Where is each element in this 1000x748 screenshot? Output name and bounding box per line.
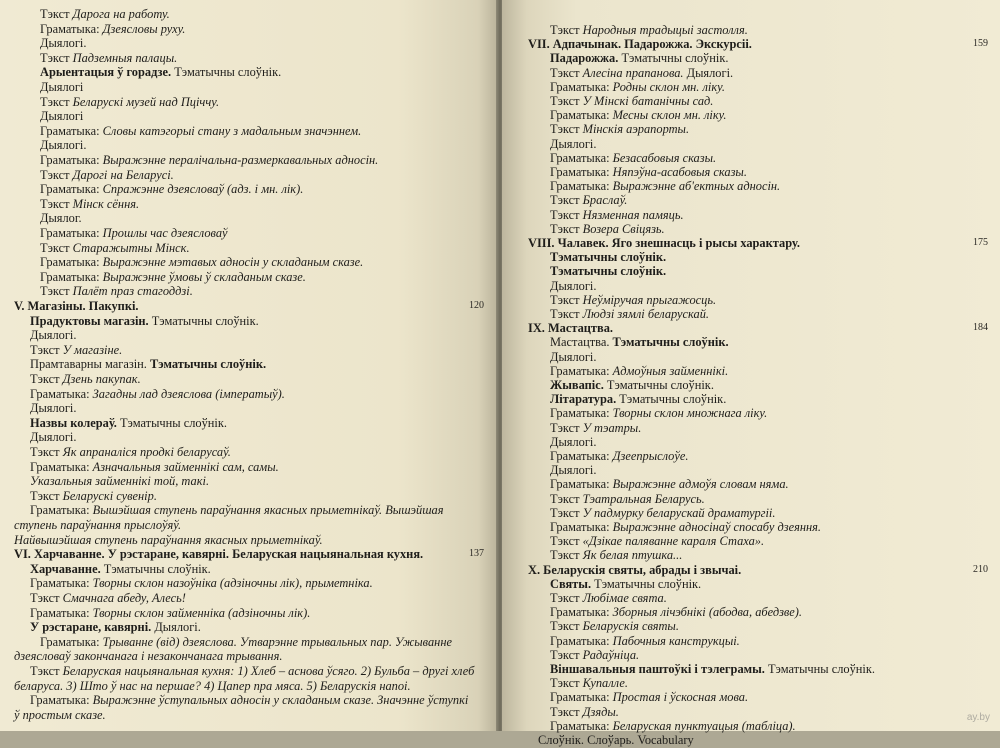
entry-text: Граматыка: <box>550 718 613 733</box>
toc-entry <box>40 196 139 212</box>
entry-text: Дыялогі. <box>30 430 77 445</box>
entry-text: Тэматычны слоўнік. <box>764 662 875 676</box>
entry-text: Любімае свята. <box>582 591 667 605</box>
entry-text: Тэматычны слоўнік. <box>616 392 727 407</box>
section-heading <box>14 298 139 314</box>
entry-text: Назвы колераў. <box>30 415 117 430</box>
entry-text: Дыялогі. <box>40 36 87 51</box>
entry-text: Тэкст <box>30 488 63 503</box>
entry-text: Тэкст <box>40 284 73 299</box>
entry-text: Граматыка: <box>550 605 613 620</box>
toc-entry <box>40 108 83 124</box>
entry-text: Тэкст <box>30 342 63 357</box>
entry-text: Мастацтва. <box>550 335 613 350</box>
entry-text: Дыялогі. <box>550 463 597 478</box>
entry-text: Граматыка: <box>550 520 613 534</box>
entry-text: Беларускія святы. <box>582 619 679 634</box>
entry-text: Загадны лад дзеяслова (імператыў). <box>92 386 285 401</box>
entry-text: Дзяды. <box>582 704 619 719</box>
entry-text: Тэматычны слоўнік. <box>550 250 667 265</box>
right-page <box>502 0 1000 747</box>
entry-text: Як белая птушка... <box>582 548 683 563</box>
entry-text: Няпэўна-асабовыя сказы. <box>612 165 747 179</box>
toc-entry <box>30 327 76 343</box>
entry-text: Словы катэгорыі стану з мадальным значэннем. <box>102 123 362 138</box>
entry-text: Возера Свіцязь. <box>582 221 665 236</box>
entry-text: Тэкст <box>550 534 583 549</box>
entry-text: Тэматычны слоўнік. <box>603 378 714 392</box>
entry-text: Тэкст <box>550 420 583 435</box>
entry-text: Граматыка: <box>30 576 93 591</box>
toc-entry <box>40 634 452 650</box>
page-number: 175 <box>973 237 988 248</box>
entry-text: Прошлы час дзеясловаў <box>102 226 228 240</box>
entry-text: Людзі зямлі беларускай. <box>582 307 710 321</box>
toc-entry <box>40 6 170 22</box>
entry-text: Творны склон множнага ліку. <box>612 406 768 421</box>
toc-entry <box>40 167 174 183</box>
entry-text: Граматыка: <box>550 150 613 165</box>
entry-text: Мінск сёння. <box>72 196 140 211</box>
entry-text: Граматыка: <box>30 386 93 401</box>
toc-entry <box>30 561 211 577</box>
entry-text: Дыялогі. <box>550 349 597 364</box>
toc-entry <box>30 488 157 504</box>
toc-entry <box>30 502 444 518</box>
entry-text: Тэатральная Беларусь. <box>582 491 705 506</box>
left-page <box>0 0 498 731</box>
entry-text: У Мінскі батанічны сад. <box>582 94 714 108</box>
entry-text: Радаўніца. <box>582 647 640 662</box>
entry-text: Тэкст <box>550 548 583 563</box>
entry-text: У рэстаране, кавярні. <box>30 620 152 635</box>
entry-text: Простая і ўскосная мова. <box>612 690 749 705</box>
entry-text: Граматыка: <box>550 179 613 194</box>
toc-entry <box>30 575 373 591</box>
entry-text: Творны склон займенніка (адзіночны лік). <box>92 605 311 620</box>
entry-text: Тэкст <box>30 372 63 386</box>
entry-text: Граматыка: <box>30 503 93 518</box>
entry-text: Народныя традыцыі застолля. <box>582 23 748 37</box>
entry-text: Тэкст <box>40 94 73 109</box>
toc-entry <box>40 152 378 168</box>
entry-text: Арыентацыя ў горадзе. <box>40 65 172 80</box>
right-toc <box>502 0 1000 747</box>
toc-entry <box>30 356 266 372</box>
entry-text: Выражэнне адносінаў спосабу дзеяння. <box>612 520 821 534</box>
entry-text: Тэкст <box>550 207 583 222</box>
entry-text: Дыялогі. <box>550 136 597 151</box>
entry-text: Беларуская пунктуацыя (табліца). <box>612 718 796 733</box>
entry-text: Граматыка: <box>40 123 103 138</box>
entry-text: IX. Мастацтва. <box>528 321 613 336</box>
page-number: 159 <box>973 38 988 50</box>
entry-text: Тэматычны слоўнік. <box>148 313 259 328</box>
toc-entry <box>14 707 106 723</box>
entry-text: Дыялогі. <box>683 65 734 80</box>
toc-entry <box>40 50 177 66</box>
entry-text: Граматыка: <box>40 182 103 197</box>
entry-text: Прадуктовы магазін. <box>30 313 149 328</box>
toc-entry <box>40 269 306 285</box>
entry-text: Тэматычны слоўнік. <box>612 335 729 350</box>
entry-text: Падарожжа. <box>550 51 619 66</box>
page-number: 184 <box>973 322 988 334</box>
entry-text: X. Беларускія святы, абрады і звычаі. <box>528 562 742 577</box>
entry-text: Тэкст <box>30 445 63 459</box>
toc-entry <box>40 254 363 270</box>
entry-text: У магазіне. <box>62 342 123 357</box>
entry-text: Тэкст <box>550 619 583 634</box>
entry-text: Алесіна прапанова. <box>582 65 684 80</box>
entry-text: Браслаў. <box>582 193 628 208</box>
toc-entry <box>30 415 227 431</box>
entry-text: Тэкст <box>550 591 583 605</box>
entry-text: Тэкст <box>550 221 583 236</box>
toc-entry <box>30 400 76 416</box>
entry-text: Дыялогі <box>40 109 84 124</box>
entry-text: Тэкст <box>40 167 73 182</box>
entry-text: Дарога на работу. <box>72 7 170 21</box>
entry-text: Дыялогі. <box>151 620 201 635</box>
toc-entry <box>40 210 82 226</box>
entry-text: Старажытны Мінск. <box>72 240 190 255</box>
toc-entry <box>30 663 474 679</box>
toc-entry <box>30 619 201 635</box>
entry-text: Дарогі на Беларусі. <box>72 167 174 182</box>
entry-text: Тэкст <box>550 704 583 719</box>
toc-entry <box>14 532 323 548</box>
entry-text: Палёт праз стагоддзі. <box>72 284 193 299</box>
toc-entry <box>40 21 185 37</box>
entry-text: Тэкст <box>40 50 73 65</box>
entry-text: Тэкст <box>40 7 73 21</box>
entry-text: Беларускі музей над Пціччу. <box>72 94 220 109</box>
entry-text: Пабочныя канструкцыі. <box>612 633 740 648</box>
entry-text: Граматыка: <box>550 363 613 378</box>
entry-text: Граматыка: <box>550 165 613 179</box>
page-number: 137 <box>469 548 484 560</box>
entry-text: Выражэнне мэтавых адносін у складаным сказе. <box>102 255 364 270</box>
entry-text: Тэматычны слоўнік. <box>618 51 729 66</box>
entry-text: «Дзікае паляванне караля Стаха». <box>582 534 765 549</box>
entry-text: Тэматычны слоўнік. <box>116 415 227 430</box>
toc-entry <box>30 605 310 621</box>
page-number: 120 <box>469 300 484 311</box>
entry-text: Граматыка: <box>550 690 613 705</box>
entry-text: Тэкст <box>550 676 583 691</box>
toc-entry <box>40 181 303 197</box>
entry-text: У падмурку беларускай драматургіі. <box>582 505 776 520</box>
entry-text: Выражэнне адмоўя словам няма. <box>612 477 789 492</box>
entry-text: Граматыка: <box>550 79 613 94</box>
entry-text: Дыялогі <box>40 80 84 94</box>
entry-text: Выражэнне ўступальных адносін у складаным сказе. Значэнне ўступкі <box>92 693 469 708</box>
entry-text: Найвышэйшая ступень параўнання якасных прыметнікаў. <box>14 532 323 547</box>
entry-text: Неўміручая прыгажосць. <box>582 292 717 307</box>
entry-text: Тэкст <box>550 193 583 208</box>
entry-text: Выражэнне аб'ектных адносін. <box>612 179 781 194</box>
entry-text: Тэкст <box>30 664 63 678</box>
entry-text: Тэкст <box>40 240 73 255</box>
entry-text: Зборныя лічэбнікі (абодва, абедзве). <box>612 605 803 620</box>
entry-text: Беларуская нацыянальная кухня: 1) Хлеб – аснова ўсяго. 2) Бульба – другі хлеб <box>62 664 475 678</box>
toc-entry <box>40 79 83 95</box>
toc-entry <box>40 225 228 241</box>
entry-text: VI. Харчаванне. У рэстаране, кавярні. Беларуская нацыянальная кухня. <box>14 547 424 562</box>
toc-entry <box>30 692 468 708</box>
toc-entry <box>40 137 86 153</box>
toc-entry <box>14 648 282 664</box>
entry-text: Граматыка: <box>30 605 93 620</box>
entry-text: Тэкст <box>40 196 73 211</box>
left-toc <box>0 0 498 731</box>
entry-text: Дыялогі. <box>40 138 87 153</box>
entry-text: Адмоўныя займеннікі. <box>612 363 729 378</box>
toc-entry <box>538 732 694 748</box>
entry-text: ступень параўнання прыслоўяў. <box>14 518 182 532</box>
entry-text: У тэатры. <box>582 420 642 435</box>
entry-text: Граматыка: <box>40 269 103 284</box>
entry-text: Мінскія аэрапорты. <box>582 122 690 137</box>
toc-entry <box>30 444 231 460</box>
page-number: 210 <box>973 563 988 575</box>
entry-text: Вышэйшая ступень параўнання якасных прыметнікаў. Вышэйшая <box>92 503 444 518</box>
toc-entry <box>40 123 361 139</box>
toc-entry <box>40 35 86 51</box>
entry-text: Азначальныя займеннікі сам, самы. <box>92 459 279 474</box>
entry-text: Дыялогі. <box>550 434 597 449</box>
toc-entry <box>30 342 122 358</box>
entry-text: Дзень пакупак. <box>62 372 141 386</box>
entry-text: Выражэнне ўмовы ў складаным сказе. <box>102 269 306 284</box>
entry-text: Граматыка: <box>30 693 93 708</box>
entry-text: Дыялогі. <box>550 278 597 293</box>
entry-text: Тэкст <box>30 591 63 605</box>
entry-text: Граматыка: <box>40 21 103 36</box>
entry-text: Харчаванне. <box>30 561 101 576</box>
entry-text: Нязменная памяць. <box>582 207 684 222</box>
entry-text: Смачнага абеду, Алесь! <box>62 591 186 605</box>
entry-text: Творны склон назоўніка (адзіночны лік), прыметніка. <box>92 576 373 591</box>
toc-entry <box>30 371 141 387</box>
entry-text: Граматыка: <box>550 108 613 123</box>
entry-text: Тэкст <box>550 647 583 662</box>
entry-text: Месны склон мн. ліку. <box>612 108 727 123</box>
entry-text: Дыялог. <box>40 211 82 226</box>
entry-text: Безасабовыя сказы. <box>612 150 717 165</box>
toc-entry <box>14 517 181 533</box>
entry-text: Тэматычны слоўнік. <box>591 576 702 591</box>
entry-text: Граматыка: <box>40 255 103 270</box>
entry-text: ў простым сказе. <box>14 707 106 722</box>
entry-text: VIII. Чалавек. Яго знешнасць і рысы характару. <box>528 236 800 250</box>
toc-entry <box>30 313 259 329</box>
entry-text: Купалле. <box>582 676 628 691</box>
entry-text: Тэкст <box>550 505 583 520</box>
entry-text: Слоўнік. Слоўарь. Vocabulary <box>538 733 694 747</box>
entry-text: Граматыка: <box>550 633 613 648</box>
entry-text: Граматыка: <box>550 406 613 421</box>
watermark: ay.by <box>966 712 990 723</box>
entry-text: Тэкст <box>550 292 583 307</box>
entry-text: Граматыка: <box>40 634 103 649</box>
entry-text: Тэкст <box>550 94 583 108</box>
entry-text: Трыванне (від) дзеяслова. Утварэнне трывальных пар. Ужыванне <box>102 634 452 649</box>
section-heading <box>14 546 423 562</box>
entry-text: V. Магазіны. Пакупкі. <box>14 299 139 313</box>
toc-entry <box>30 590 186 606</box>
entry-text: Тэкст <box>550 23 583 37</box>
entry-text: Граматыка: <box>550 449 613 463</box>
toc-entry <box>30 429 76 445</box>
entry-text: Тэматычны слоўнік. <box>550 264 667 279</box>
entry-text: Як апраналіся продкі беларусаў. <box>62 445 231 459</box>
entry-text: Граматыка: <box>40 153 103 167</box>
entry-text: Дыялогі. <box>30 328 77 343</box>
entry-text: Дзеясловы руху. <box>102 21 186 36</box>
entry-text: Тэкст <box>550 65 583 80</box>
toc-entry <box>30 473 209 489</box>
toc-entry <box>40 240 190 256</box>
entry-text: Дзеепрыслоўе. <box>612 449 689 463</box>
toc-entry <box>40 283 193 299</box>
entry-text: Указальныя займеннікі той, такі. <box>30 474 210 489</box>
entry-text: Святы. <box>550 576 592 591</box>
entry-text: беларуса. 3) Што ў нас на першае? 4) Цапер пра мяса. 5) Беларускія напоі. <box>14 678 411 693</box>
entry-text: Тэкст <box>550 307 583 321</box>
entry-text: Родны склон мн. ліку. <box>612 79 725 94</box>
entry-text: Падземныя палацы. <box>72 50 178 65</box>
entry-text: дзеясловаў закончанага і незакончанага трывання. <box>14 649 283 664</box>
entry-text: Тэкст <box>550 122 583 137</box>
entry-text: Тэматычны слоўнік. <box>100 561 211 576</box>
toc-entry <box>30 459 279 475</box>
entry-text: Спражэнне дзеясловаў (адз. і мн. лік). <box>102 182 304 197</box>
entry-text: Беларускі сувенір. <box>62 488 157 503</box>
toc-entry <box>14 678 411 694</box>
entry-text: Літаратура. <box>550 392 617 407</box>
entry-text: Граматыка: <box>550 477 613 492</box>
entry-text: Віншавальныя паштоўкі і тэлеграмы. <box>550 662 765 676</box>
entry-text: Прамтаварны магазін. <box>30 357 150 372</box>
entry-text: Тэматычны слоўнік. <box>150 357 267 372</box>
entry-text: Граматыка: <box>40 226 103 240</box>
toc-entry <box>30 386 285 402</box>
entry-text: Выражэнне пералічальна-размеркавальных адносін. <box>102 153 379 167</box>
entry-text: Тэматычны слоўнік. <box>171 65 282 80</box>
entry-text: VII. Адпачынак. Падарожжа. Экскурсіі. <box>528 37 752 52</box>
toc-entry <box>40 64 281 80</box>
entry-text: Дыялогі. <box>30 401 77 416</box>
entry-text: Жывапіс. <box>550 378 604 392</box>
toc-entry <box>40 94 219 110</box>
entry-text: Граматыка: <box>30 459 93 474</box>
entry-text: Тэкст <box>550 491 583 506</box>
